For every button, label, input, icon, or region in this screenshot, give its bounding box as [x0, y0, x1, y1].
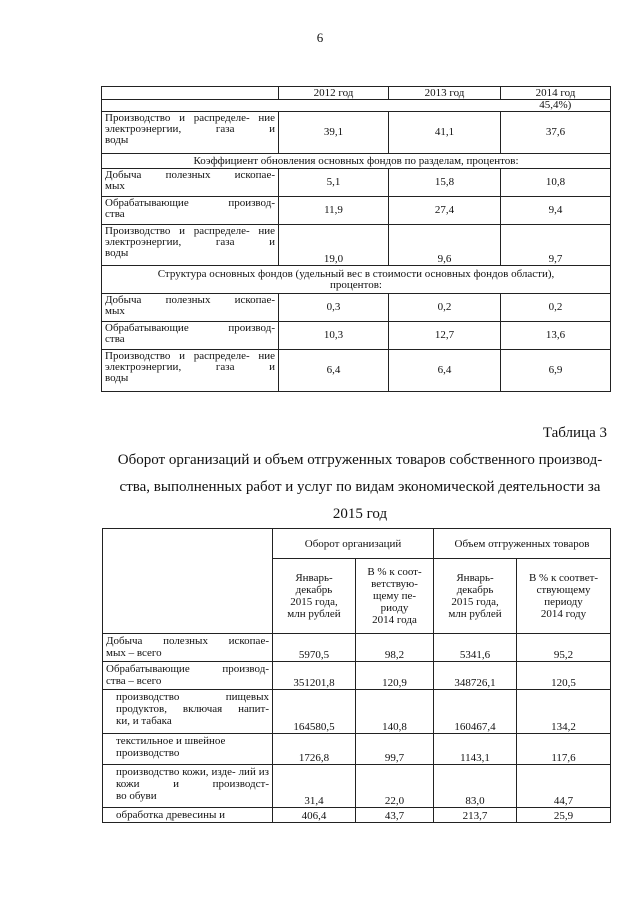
- cell-value: 6,4: [279, 350, 389, 392]
- table-row: [103, 634, 611, 662]
- cell-value: 0,2: [389, 294, 501, 322]
- cell-value: 160467,4: [434, 690, 517, 734]
- cell-value: 0,2: [501, 294, 611, 322]
- row-label: Добыча полезных ископае- мых – всего: [103, 634, 273, 662]
- table-row: [103, 808, 611, 823]
- row-label: Добыча полезных ископае- мых: [102, 169, 279, 197]
- cell-value: 9,4: [501, 197, 611, 225]
- continuation-note: 45,4%): [501, 100, 611, 112]
- cell-value: 348726,1: [434, 662, 517, 690]
- cell-value: 10,3: [279, 322, 389, 350]
- cell-value: 117,6: [517, 734, 611, 765]
- cell-value: 9,6: [389, 225, 501, 266]
- table-row: [102, 169, 611, 197]
- cell-value: 37,6: [501, 112, 611, 154]
- cell-value: 6,9: [501, 350, 611, 392]
- column-header: Январь- декабрь 2015 года, млн рублей: [434, 559, 517, 634]
- cell-value: 10,8: [501, 169, 611, 197]
- section-title: Коэффициент обновления основных фондов по разделам, процентов:: [102, 154, 611, 169]
- column-header: В % к соответ- ствующему периоду 2014 году: [517, 559, 611, 634]
- table-title: Оборот организаций и объем отгруженных товаров собственного производ- ства, выполненных работ и услуг по видам экономической деятельности за 2015 год: [117, 452, 603, 522]
- row-label: Производство и распределе- ние электроэнергии, газа и воды: [102, 112, 279, 154]
- cell-value: 43,7: [356, 808, 434, 823]
- cell-value: 27,4: [389, 197, 501, 225]
- fixed-assets-table: [101, 86, 611, 392]
- cell-value: 1726,8: [273, 734, 356, 765]
- column-header: В % к соот- ветствую- щему пе- риоду 2014 года: [356, 559, 434, 634]
- row-label: Производство и распределе- ние электроэнергии, газа и воды: [102, 350, 279, 392]
- cell-value: 5,1: [279, 169, 389, 197]
- section-header-row: [102, 266, 611, 294]
- cell-value: 9,7: [501, 225, 611, 266]
- table-row: [103, 662, 611, 690]
- cell-value: 140,8: [356, 690, 434, 734]
- cell-value: 13,6: [501, 322, 611, 350]
- continuation-row: [102, 100, 611, 112]
- cell-value: 99,7: [356, 734, 434, 765]
- year-header: 2013 год: [389, 87, 501, 100]
- table-header-row: [103, 529, 611, 559]
- row-label: Производство и распределе- ние электроэнергии, газа и воды: [102, 225, 279, 266]
- row-label: текстильное и швейное производство: [103, 734, 273, 765]
- cell-value: 83,0: [434, 765, 517, 808]
- cell-value: 164580,5: [273, 690, 356, 734]
- row-label: производство кожи, изде- лий из кожи и производст- во обуви: [103, 765, 273, 808]
- row-label: производство пищевых продуктов, включая напит- ки, и табака: [103, 690, 273, 734]
- cell-value: 19,0: [279, 225, 389, 266]
- cell-value: 5970,5: [273, 634, 356, 662]
- table-row: [102, 350, 611, 392]
- row-label: Добыча полезных ископае- мых: [102, 294, 279, 322]
- cell-value: 22,0: [356, 765, 434, 808]
- row-label: Обрабатывающие производ- ства: [102, 197, 279, 225]
- section-title: Структура основных фондов (удельный вес в стоимости основных фондов области), процентов:: [102, 266, 611, 294]
- cell-value: 213,7: [434, 808, 517, 823]
- cell-value: 6,4: [389, 350, 501, 392]
- cell-value: 406,4: [273, 808, 356, 823]
- cell-value: 134,2: [517, 690, 611, 734]
- cell-value: 98,2: [356, 634, 434, 662]
- cell-value: 0,3: [279, 294, 389, 322]
- cell-value: 31,4: [273, 765, 356, 808]
- section-header-row: [102, 154, 611, 169]
- cell-value: 351201,8: [273, 662, 356, 690]
- cell-value: 25,9: [517, 808, 611, 823]
- group-header: Объем отгруженных товаров: [434, 529, 611, 559]
- table-row: [103, 690, 611, 734]
- cell-value: 120,5: [517, 662, 611, 690]
- table-caption: Таблица 3: [542, 425, 607, 441]
- column-header: Январь- декабрь 2015 года, млн рублей: [273, 559, 356, 634]
- table-row: [102, 225, 611, 266]
- cell-value: 11,9: [279, 197, 389, 225]
- table-row: [102, 197, 611, 225]
- table-row: [102, 112, 611, 154]
- cell-value: 95,2: [517, 634, 611, 662]
- table-row: [102, 322, 611, 350]
- row-label: Обрабатывающие производ- ства: [102, 322, 279, 350]
- cell-value: 44,7: [517, 765, 611, 808]
- cell-value: 12,7: [389, 322, 501, 350]
- row-label: Обрабатывающие производ- ства – всего: [103, 662, 273, 690]
- table-header-row: [102, 87, 611, 100]
- cell-value: 5341,6: [434, 634, 517, 662]
- turnover-table: [102, 528, 611, 823]
- cell-value: 15,8: [389, 169, 501, 197]
- cell-value: 41,1: [389, 112, 501, 154]
- table-row: [103, 734, 611, 765]
- year-header: 2012 год: [279, 87, 389, 100]
- table-row: [102, 294, 611, 322]
- row-label: обработка древесины и: [103, 808, 273, 823]
- cell-value: 39,1: [279, 112, 389, 154]
- table-row: [103, 765, 611, 808]
- cell-value: 1143,1: [434, 734, 517, 765]
- cell-value: 120,9: [356, 662, 434, 690]
- group-header: Оборот организаций: [273, 529, 434, 559]
- year-header: 2014 год: [501, 87, 611, 100]
- page-number: 6: [316, 30, 324, 45]
